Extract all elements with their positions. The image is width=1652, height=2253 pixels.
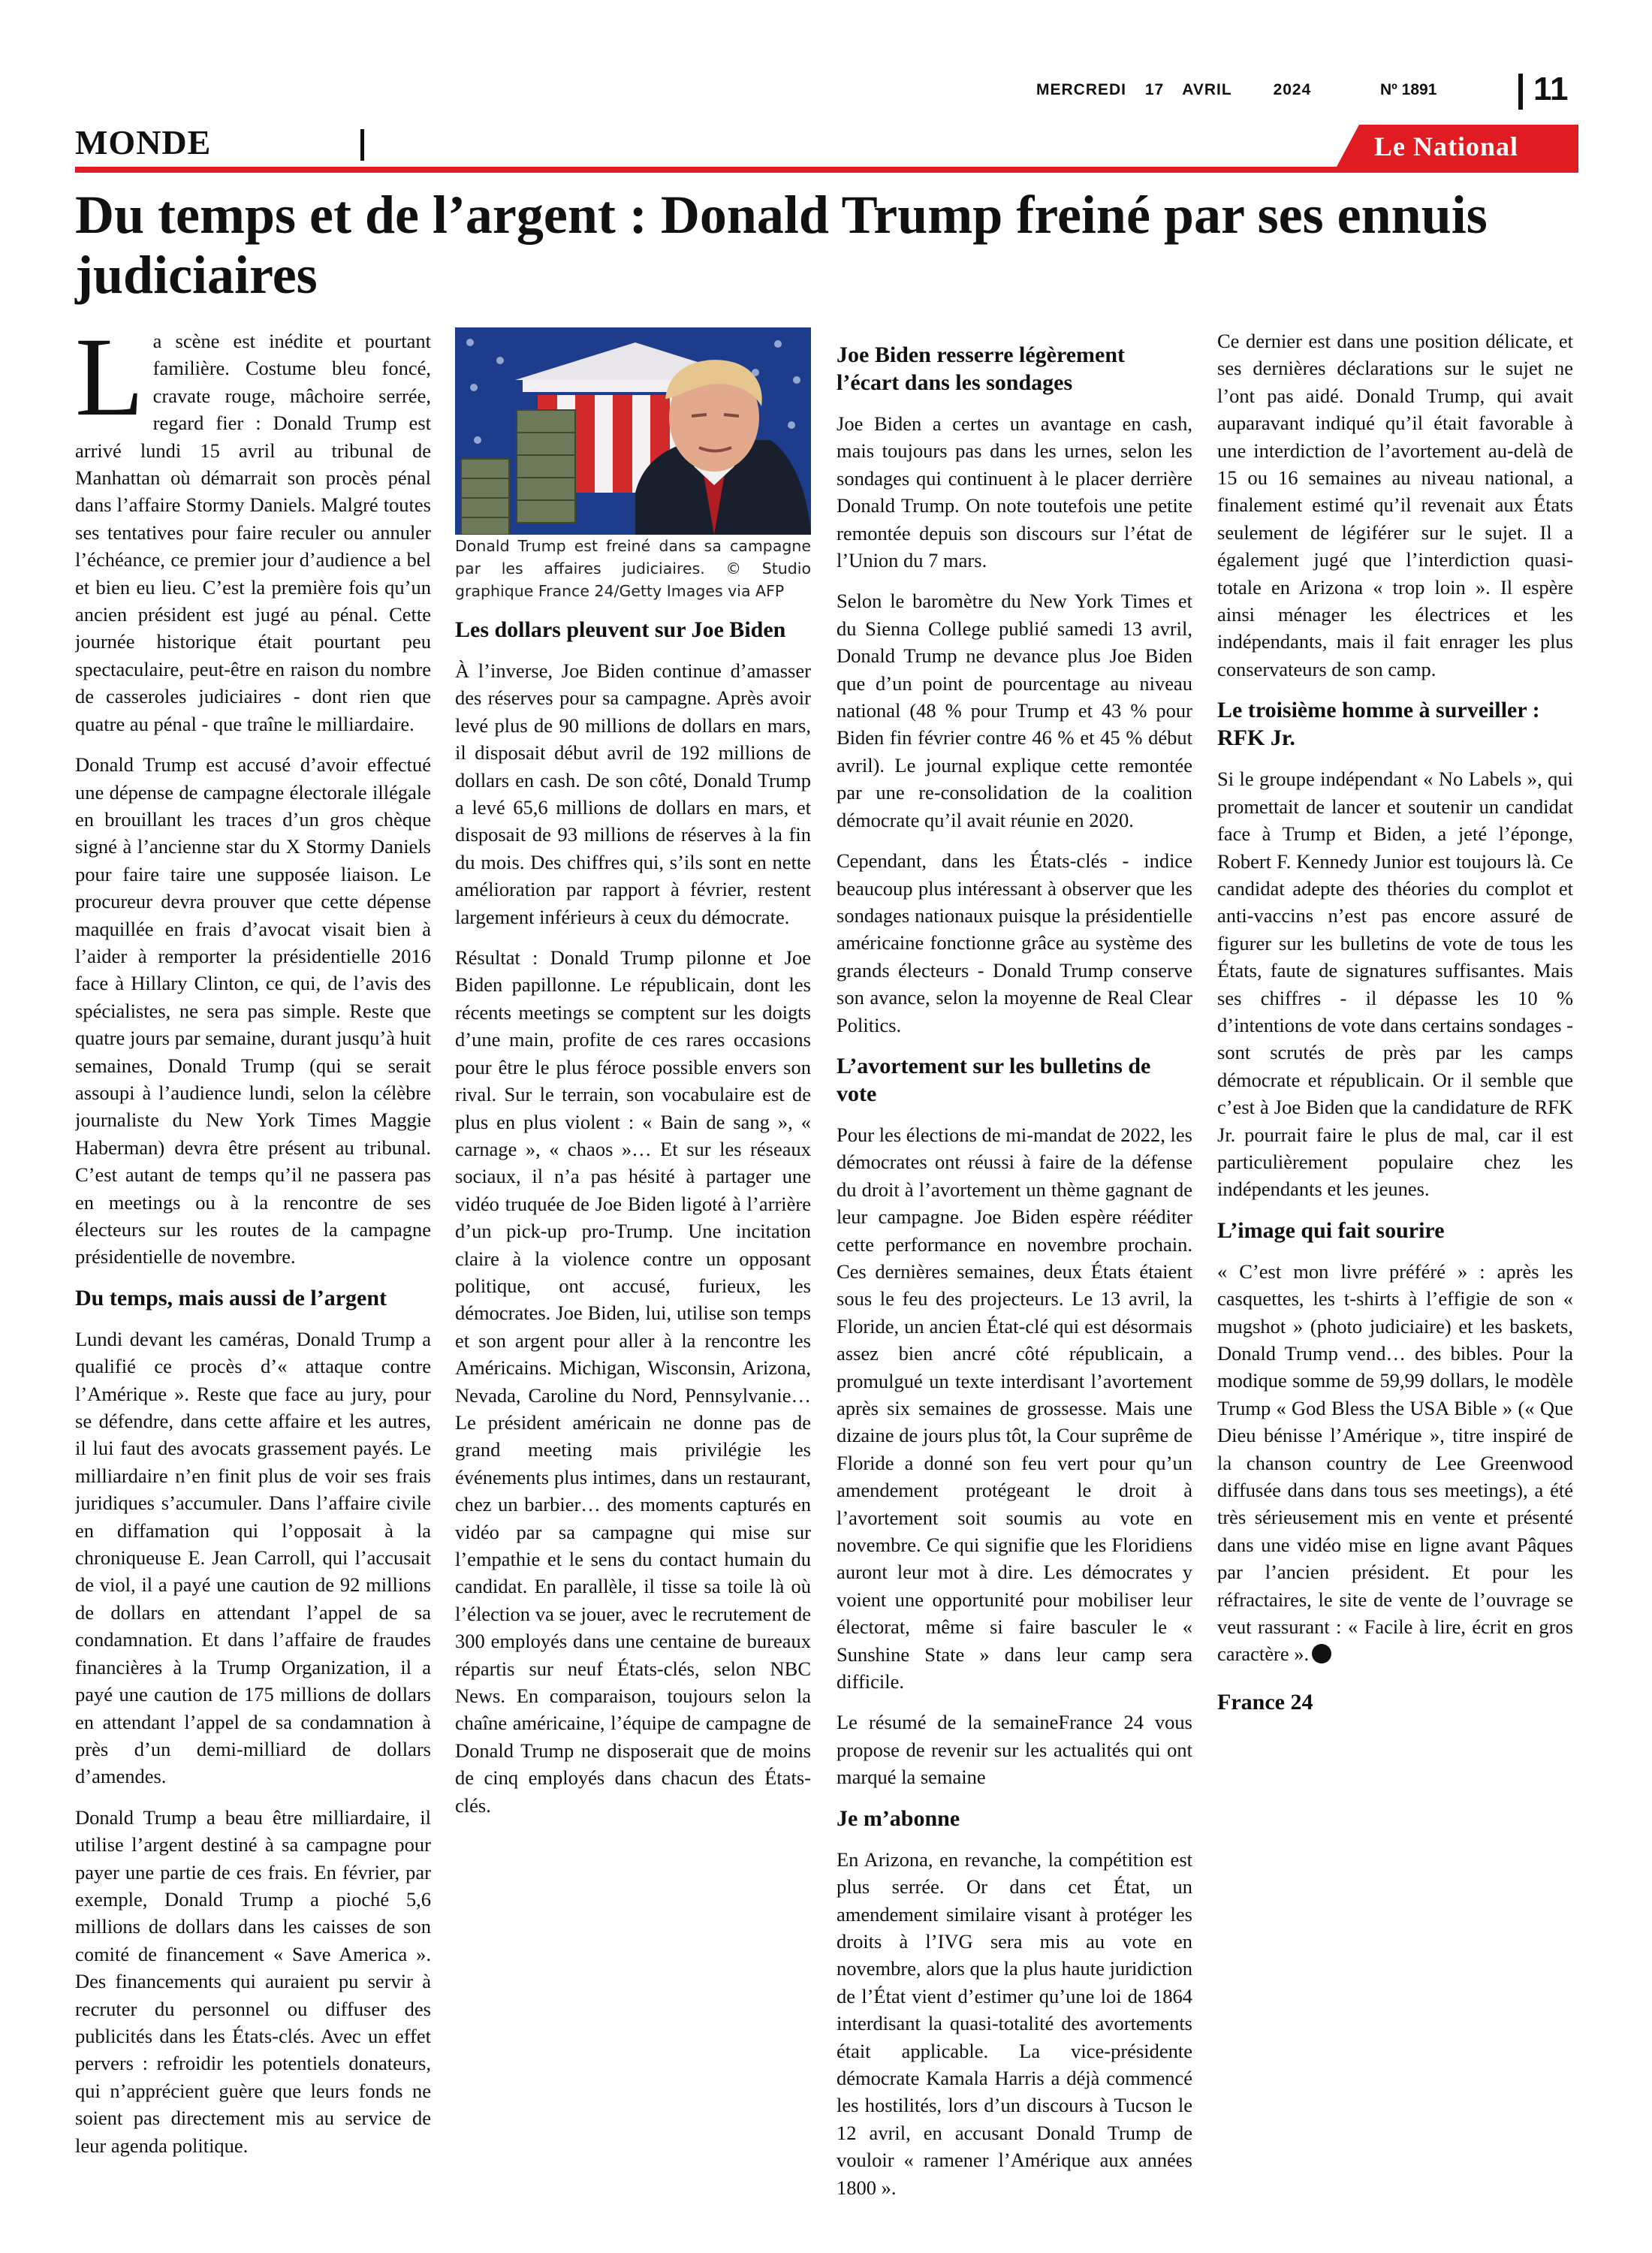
date-month: AVRIL [1182, 81, 1232, 98]
page-number: 11 [1533, 71, 1569, 107]
photo-caption: Donald Trump est freiné dans sa campagne par les affaires judiciaires. © Studio graphique France 24/Getty Images via AFP [455, 537, 811, 600]
date-year: 2024 [1273, 81, 1312, 98]
paragraph: Ce dernier est dans une position délicate, et ses dernières déclarations sur le sujet ne l’ont pas aidé. Donald Trump, qui avait auparavant indiqué qu’il était favorable à une interdiction de l’avortement au-delà de 15 ou 16 semaines au niveau national, a finalement estimé qu’il revenait aux États seulement de légiférer sur le sujet. Il a également jugé que l’interdiction quasi-totale en Arizona « trop loin ». Il espère ainsi ménager les électrices et les indépendants, mais il fait enrager les plus conservateurs de son camp. [1217, 330, 1573, 680]
end-mark-icon [1312, 1644, 1331, 1663]
brand-name: Le National [1374, 131, 1519, 161]
paragraph: Le résumé de la semaineFrance 24 vous propose de revenir sur les actualités qui ont marqué la semaine [837, 1711, 1192, 1789]
section-title: MONDE [75, 123, 212, 161]
paragraph: Cependant, dans les États-clés - indice beaucoup plus intéressant à observer que les sondages nationaux puisque la présidentielle américaine fonctionne grâce au système des grands électeurs - Donald Trump conserve son avance, selon la moyenne de Real Clear Politics. [837, 849, 1192, 1036]
subheading: L’avortement sur les bulletins de vote [837, 1053, 1151, 1106]
subscribe-heading[interactable]: Je m’abonne [837, 1805, 960, 1831]
subheading: Le troisième homme à surveiller : RFK Jr. [1217, 698, 1540, 751]
issue-number: Nº 1891 [1380, 81, 1437, 98]
page-number-divider [1518, 74, 1523, 110]
article-headline: Du temps et de l’argent : Donald Trump freiné par ses ennuis judiciaires [75, 185, 1488, 305]
drop-cap: L [75, 327, 144, 439]
paragraph: Pour les élections de mi-mandat de 2022, les démocrates ont réussi à faire de la défense du droit à l’avortement un thème gagnant de leur campagne. Joe Biden espère rééditer cette performance en novembre prochain. Ces dernières semaines, deux États étaient sous le feu des projecteurs. Le 13 avril, la Floride, un ancien État-clé qui est désormais assez bien ancré côté républicain, a promulgué un texte interdisant l’avortement après six semaines de grossesse. Mais une dizaine de jours plus tôt, la Cour suprême de Floride a donné son feu vert pour qu’un amendement protégeant le droit à l’avortement soit soumis au vote en novembre. Ce qui signifie que les Floridiens auront leur mot à dire. Les démocrates y voient une opportunité pour mobiliser leur électorat, même si faire basculer le « Sunshine State » dans leur camp sera difficile. [837, 1123, 1192, 1694]
paragraph: En Arizona, en revanche, la compétition est plus serrée. Or dans cet État, un amendement similaire visant à protéger les droits à l’IVG sera mis au vote en novembre, alors que la plus haute juridiction de l’État vient d’estimer qu’une loi de 1864 interdisant la quasi-totalité des avortements était applicable. La vice-présidente démocrate Kamala Harris a déjà commencé les hostilités, lors d’un discours à Tucson le 12 avril, en accusant Donald Trump de vouloir « ramener l’Amérique aux années 1800 ». [837, 1847, 1192, 2199]
trump-photo-illustration [455, 327, 811, 535]
paragraph: Lundi devant les caméras, Donald Trump a qualifié ce procès d’« attaque contre l’Amérique ». Reste que face au jury, pour se défendre, dans cette affaire et les autres, il lui faut des avocats grassement payés. Le milliardaire n’en finit plus de voir ses frais juridiques s’accumuler. Dans l’affaire civile en diffamation qui l’opposait à la chroniqueuse E. Jean Carroll, qui l’accusait de viol, il a payé une caution de 92 millions de dollars en attendant l’appel de sa condamnation. Et dans l’affaire de fraudes financières à la Trump Organization, il a payé une caution de 175 millions de dollars en attendant l’appel de sa condamnation à près d’un demi-milliard de dollars d’amendes. [75, 1327, 431, 1788]
paragraph: Si le groupe indépendant « No Labels », qui promettait de lancer et soutenir un candidat face à Trump et Biden, a jeté l’éponge, Robert F. Kennedy Junior est toujours là. Ce candidat adepte des théories du complot et anti-vaccins n’est pas encore assuré de figurer sur les bulletins de vote de tous les États, faute de signatures suffisantes. Mais ses chiffres - il dépasse les 10 % d’intentions de vote dans certains sondages - sont scrutés de près par les camps démocrate et républicain. Or il semble que c’est à Joe Biden que la candidature de RFK Jr. pourrait faire le plus de mal, car il est particulièrement populaire chez les indépendants et les jeunes. [1217, 768, 1573, 1201]
article-signature: France 24 [1217, 1689, 1313, 1715]
paragraph: Joe Biden a certes un avantage en cash, mais toujours pas dans les urnes, selon les sondages qui continuent à le placer derrière Donald Trump. On note toutefois une petite remontée depuis son discours sur l’état de l’Union du 7 mars. [837, 412, 1192, 572]
issue-date [1036, 81, 1325, 99]
section-divider [360, 129, 364, 161]
subheading: Joe Biden resserre légèrement l’écart dans les sondages [837, 342, 1126, 395]
date-weekday: MERCREDI [1036, 81, 1127, 98]
column-1 [75, 327, 431, 2220]
paragraph: Résultat : Donald Trump pilonne et Joe Biden papillonne. Le républicain, dont les récents meetings se comptent sur les doigts d’une main, profite de ces rares occasions pour être le plus féroce possible envers son rival. Sur le terrain, son vocabulaire est de plus en plus violent : « Bain de sang », « carnage », « chaos »… Et sur les réseaux sociaux, il n’a pas hésité à partager une vidéo truquée de Joe Biden ligoté à l’arrière d’un pick-up pro-Trump. Une incitation claire à la violence contre un opposant politique, ont accusé, furieux, les démocrates. Joe Biden, lui, utilise son temps et son argent pour aller à la rencontre les Américains. Michigan, Wisconsin, Arizona, Nevada, Caroline du Nord, Pennsylvanie… Le président américain ne donne pas de grand meeting mais privilégie les événements plus intimes, dans un restaurant, chez un barbier… des moments capturés en vidéo par sa campagne qui mise sur l’empathie et le sens du contact humain du candidat. En parallèle, il tisse sa toile là où l’élection va se jouer, avec le recrutement de 300 employés dans une centaine de bureaux répartis sur neuf États-clés, selon NBC News. En comparaison, toujours selon la chaîne américaine, l’équipe de campagne de Donald Trump ne disposerait que de moins de cinq employés dans chacun des États-clés. [455, 946, 811, 1817]
paragraph: Donald Trump a beau être milliardaire, il utilise l’argent destiné à sa campagne pour payer une partie de ces frais. En février, par exemple, Donald Trump a pioché 5,6 millions de dollars dans les caisses de son comité de financement « Save America ». Des financements qui auraient pu servir à recruter du personnel ou diffuser des publicités dans les États-clés. Avec un effet pervers : refroidir les potentiels donateurs, qui n’apprécient guère que leurs fonds ne soient pas directement mis au service de leur agenda politique. [75, 1805, 431, 2157]
paragraph: À l’inverse, Joe Biden continue d’amasser des réserves pour sa campagne. Après avoir levé plus de 90 millions de dollars en mars, il disposait début avril de 192 millions de dollars en cash. De son côté, Donald Trump a levé 65,6 millions de dollars en mars, et disposait de 93 millions de réserves à la fin du mois. Des chiffres qui, s’ils sont en nette amélioration par rapport à février, restent largement inférieurs à ceux du démocrate. [455, 659, 811, 928]
paragraph: « C’est mon livre préféré » : après les casquettes, les t-shirts à l’effigie de son « mugshot » (photo judiciaire) et les baskets, Donald Trump vend… des bibles. Pour la modique somme de 59,99 dollars, le modèle Trump « God Bless the USA Bible » (« Que Dieu bénisse l’Amérique », titre inspiré de la chanson country de Lee Greenwood diffusée dans dans tous ses meetings), a été très sérieusement mis en vente et présenté dans une vidéo mise en ligne avant Pâques par l’ancien président. Et pour les réfractaires, le site de vente de l’ouvrage se veut rassurant : « Facile à lire, écrit en gros caractère ». [1217, 1259, 1573, 1666]
header-rule [75, 167, 1578, 173]
subheading: L’image qui fait sourire [1217, 1217, 1445, 1243]
paragraph: Donald Trump est accusé d’avoir effectué une dépense de campagne électorale illégale en brouillant les traces d’un gros chèque signé à l’ancienne star du X Stormy Daniels pour faire taire une supposée liaison. Le procureur devra prouver que cette dépense maquillée en frais d’avocat visait bien à l’aider à remporter la présidentielle 2016 face à Hillary Clinton, ce qui, de l’avis des spécialistes, ne sera pas simple. Reste que quatre jours par semaine, durant jusqu’à huit semaines, Donald Trump (qui se serait assoupi à l’audience lundi, selon la célèbre journaliste du New York Times Maggie Haberman) devra être présent au tribunal. C’est autant de temps qu’il ne passera pas en meetings ou à la rencontre de ses électeurs sur les routes de la campagne présidentielle de novembre. [75, 753, 431, 1268]
trump-photo [455, 327, 811, 535]
subheading: Les dollars pleuvent sur Joe Biden [455, 617, 786, 642]
column-3 [837, 327, 1192, 2220]
column-2 [455, 327, 811, 2220]
subheading: Du temps, mais aussi de l’argent [75, 1285, 387, 1310]
column-4 [1217, 327, 1573, 2220]
date-day: 17 [1144, 81, 1165, 98]
intro-paragraph: La scène est inédite et pourtant familière. Costume bleu foncé, cravate rouge, mâchoire serrée, regard fier : Donald Trump est arrivé lundi 15 avril au tribunal de Manhattan où démarrait son procès pénal dans l’affaire Stormy Daniels. Malgré toutes ses tentatives pour faire reculer ou annuler l’échéance, ce premier jour d’audience a bel et bien eu lieu. C’est la première fois qu’un ancien président est jugé au pénal. Cette journée historique était pourtant peu spectaculaire, peut-être en raison du nombre de casseroles judiciaires - dont rien que quatre au pénal - que traîne le milliardaire. [75, 327, 431, 735]
paragraph: Selon le baromètre du New York Times et du Sienna College publié samedi 13 avril, Donald Trump ne devance plus Joe Biden que d’un point de pourcentage au niveau national (48 % pour Trump et 43 % pour Biden fin février contre 46 % et 45 % début avril). Le journal explique cette remontée par une re-consolidation de la coalition démocrate qu’il avait réunie en 2020. [837, 590, 1192, 831]
